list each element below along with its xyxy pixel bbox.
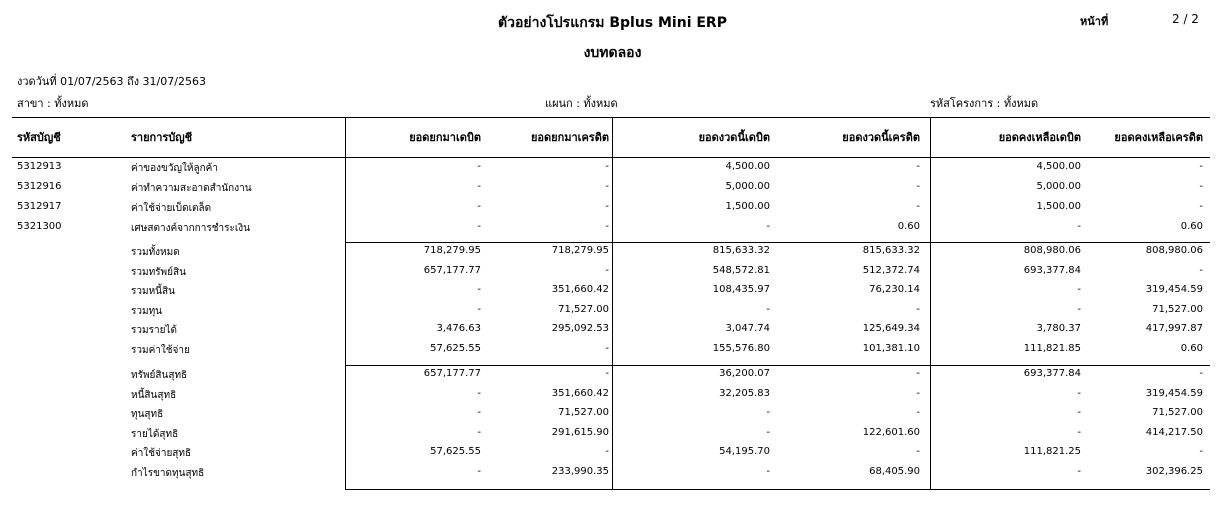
period-credit-value: 125,649.34 xyxy=(862,323,920,334)
period-debit-value: 32,205.83 xyxy=(719,388,770,399)
closing-credit-value: - xyxy=(1199,161,1203,172)
net-separator-line xyxy=(345,365,1210,366)
opening-debit-value: 657,177.77 xyxy=(423,368,481,379)
closing-debit-value: 808,980.06 xyxy=(1023,245,1081,256)
opening-debit-value: 657,177.77 xyxy=(423,265,481,276)
period-credit-value: 101,381.10 xyxy=(862,343,920,354)
period-debit-value: - xyxy=(766,466,770,477)
account-code: 5312913 xyxy=(17,161,62,172)
closing-debit-value: - xyxy=(1077,388,1081,399)
department-text: แผนก : ทั้งหมด xyxy=(545,97,618,110)
period-debit-value: 815,633.32 xyxy=(712,245,770,256)
period-credit-value: - xyxy=(916,161,920,172)
opening-credit-value: - xyxy=(605,221,609,232)
period-debit-value: - xyxy=(766,407,770,418)
header-bottom-line xyxy=(12,157,1210,158)
closing-debit-value: 693,377.84 xyxy=(1023,265,1081,276)
account-name: รวมหนี้สิน xyxy=(131,286,175,297)
opening-credit-value: - xyxy=(605,265,609,276)
account-name: เศษสตางค์จากการชำระเงิน xyxy=(131,223,250,234)
opening-debit-value: - xyxy=(477,304,481,315)
column-divider xyxy=(930,117,931,490)
period-credit-value: 68,405.90 xyxy=(869,466,920,477)
closing-debit-value: 111,821.85 xyxy=(1023,343,1081,354)
period-debit-value: 108,435.97 xyxy=(712,284,770,295)
opening-debit-value: - xyxy=(477,181,481,192)
period-credit-value: 512,372.74 xyxy=(862,265,920,276)
closing-debit-value: 5,000.00 xyxy=(1036,181,1081,192)
column-header-period-debit: ยอดงวดนี้เดบิต xyxy=(698,131,770,144)
closing-debit-value: 111,821.25 xyxy=(1023,446,1081,457)
opening-debit-value: 3,476.63 xyxy=(436,323,481,334)
account-name: รวมค่าใช้จ่าย xyxy=(131,345,190,356)
closing-credit-value: - xyxy=(1199,181,1203,192)
period-debit-value: 4,500.00 xyxy=(725,161,770,172)
column-header-code: รหัสบัญชี xyxy=(17,131,61,144)
closing-debit-value: - xyxy=(1077,427,1081,438)
period-debit-value: 1,500.00 xyxy=(725,201,770,212)
opening-credit-value: 295,092.53 xyxy=(551,323,609,334)
column-header-opening-debit: ยอดยกมาเดบิต xyxy=(409,131,481,144)
opening-credit-value: 718,279.95 xyxy=(551,245,609,256)
period-debit-value: - xyxy=(766,304,770,315)
closing-debit-value: 693,377.84 xyxy=(1023,368,1081,379)
account-name: ค่าของขวัญให้ลูกค้า xyxy=(131,163,218,174)
account-name: ค่าใช้จ่ายสุทธิ xyxy=(131,448,192,459)
closing-debit-value: - xyxy=(1077,284,1081,295)
closing-debit-value: 3,780.37 xyxy=(1036,323,1081,334)
period-credit-value: - xyxy=(916,446,920,457)
table-top-line xyxy=(12,117,1210,118)
opening-credit-value: 71,527.00 xyxy=(558,304,609,315)
period-credit-value: 815,633.32 xyxy=(862,245,920,256)
opening-debit-value: 57,625.55 xyxy=(430,446,481,457)
closing-credit-value: 414,217.50 xyxy=(1145,427,1203,438)
opening-credit-value: - xyxy=(605,201,609,212)
account-name: กำไรขาดทุนสุทธิ xyxy=(131,468,205,479)
period-credit-value: - xyxy=(916,368,920,379)
closing-debit-value: 4,500.00 xyxy=(1036,161,1081,172)
closing-credit-value: - xyxy=(1199,368,1203,379)
column-divider xyxy=(612,117,613,490)
period-credit-value: 76,230.14 xyxy=(869,284,920,295)
period-debit-value: - xyxy=(766,221,770,232)
opening-debit-value: - xyxy=(477,427,481,438)
account-name: รวมทรัพย์สิน xyxy=(131,267,186,278)
account-name: รวมทุน xyxy=(131,306,163,317)
opening-debit-value: - xyxy=(477,221,481,232)
account-name: ค่าใช้จ่ายเบ็ดเตล็ด xyxy=(131,203,212,214)
opening-credit-value: - xyxy=(605,446,609,457)
account-code: 5312916 xyxy=(17,181,62,192)
opening-debit-value: - xyxy=(477,466,481,477)
opening-debit-value: - xyxy=(477,407,481,418)
closing-credit-value: 71,527.00 xyxy=(1152,407,1203,418)
period-credit-value: - xyxy=(916,407,920,418)
closing-credit-value: 0.60 xyxy=(1180,221,1203,232)
closing-credit-value: 319,454.59 xyxy=(1145,284,1203,295)
opening-debit-value: 57,625.55 xyxy=(430,343,481,354)
closing-credit-value: 71,527.00 xyxy=(1152,304,1203,315)
period-credit-value: - xyxy=(916,181,920,192)
closing-credit-value: 0.60 xyxy=(1180,343,1203,354)
opening-debit-value: - xyxy=(477,201,481,212)
opening-credit-value: 291,615.90 xyxy=(551,427,609,438)
period-debit-value: 5,000.00 xyxy=(725,181,770,192)
project-text: รหัสโครงการ : ทั้งหมด xyxy=(930,97,1039,110)
opening-credit-value: 351,660.42 xyxy=(551,388,609,399)
page-label: หน้าที่ xyxy=(1080,15,1109,28)
closing-credit-value: - xyxy=(1199,201,1203,212)
totals-separator-line xyxy=(345,242,1210,243)
opening-credit-value: - xyxy=(605,161,609,172)
branch-text: สาขา : ทั้งหมด xyxy=(17,97,89,110)
account-name: ทุนสุทธิ xyxy=(131,409,164,420)
period-credit-value: 122,601.60 xyxy=(862,427,920,438)
period-credit-value: 0.60 xyxy=(897,221,920,232)
opening-credit-value: - xyxy=(605,368,609,379)
period-text: งวดวันที่ 01/07/2563 ถึง 31/07/2563 xyxy=(17,75,206,88)
account-name: หนี้สินสุทธิ xyxy=(131,390,177,401)
period-debit-value: - xyxy=(766,427,770,438)
opening-credit-value: 71,527.00 xyxy=(558,407,609,418)
closing-debit-value: - xyxy=(1077,466,1081,477)
account-name: รายได้สุทธิ xyxy=(131,429,179,440)
column-divider xyxy=(345,117,346,490)
period-debit-value: 155,576.80 xyxy=(712,343,770,354)
opening-debit-value: - xyxy=(477,284,481,295)
closing-debit-value: - xyxy=(1077,221,1081,232)
account-name: ค่าทำความสะอาดสำนักงาน xyxy=(131,183,252,194)
opening-credit-value: 233,990.35 xyxy=(551,466,609,477)
company-name: ตัวอย่างโปรแกรม Bplus Mini ERP xyxy=(498,15,727,31)
closing-debit-value: 1,500.00 xyxy=(1036,201,1081,212)
period-credit-value: - xyxy=(916,388,920,399)
closing-debit-value: - xyxy=(1077,407,1081,418)
closing-debit-value: - xyxy=(1077,304,1081,315)
closing-credit-value: 417,997.87 xyxy=(1145,323,1203,334)
closing-credit-value: - xyxy=(1199,265,1203,276)
period-debit-value: 3,047.74 xyxy=(725,323,770,334)
opening-credit-value: - xyxy=(605,343,609,354)
period-debit-value: 36,200.07 xyxy=(719,368,770,379)
column-header-opening-credit: ยอดยกมาเครดิต xyxy=(530,131,609,144)
account-name: รวมรายได้ xyxy=(131,325,177,336)
opening-debit-value: 718,279.95 xyxy=(423,245,481,256)
account-code: 5321300 xyxy=(17,221,62,232)
account-name: ทรัพย์สินสุทธิ xyxy=(131,370,188,381)
account-code: 5312917 xyxy=(17,201,62,212)
opening-credit-value: 351,660.42 xyxy=(551,284,609,295)
opening-debit-value: - xyxy=(477,388,481,399)
closing-credit-value: 319,454.59 xyxy=(1145,388,1203,399)
account-name: รวมทั้งหมด xyxy=(131,247,180,258)
column-header-closing-debit: ยอดคงเหลือเดบิต xyxy=(998,131,1081,144)
period-debit-value: 548,572.81 xyxy=(712,265,770,276)
column-header-name: รายการบัญชี xyxy=(131,131,193,144)
column-header-closing-credit: ยอดคงเหลือเครดิต xyxy=(1114,131,1203,144)
closing-credit-value: 302,396.25 xyxy=(1145,466,1203,477)
opening-debit-value: - xyxy=(477,161,481,172)
table-bottom-line xyxy=(345,489,1210,490)
closing-credit-value: 808,980.06 xyxy=(1145,245,1203,256)
period-credit-value: - xyxy=(916,304,920,315)
report-title: งบทดลอง xyxy=(583,45,642,61)
period-debit-value: 54,195.70 xyxy=(719,446,770,457)
period-credit-value: - xyxy=(916,201,920,212)
opening-credit-value: - xyxy=(605,181,609,192)
column-header-period-credit: ยอดงวดนี้เครดิต xyxy=(842,131,920,144)
page-number: 2 / 2 xyxy=(1172,12,1199,26)
closing-credit-value: - xyxy=(1199,446,1203,457)
